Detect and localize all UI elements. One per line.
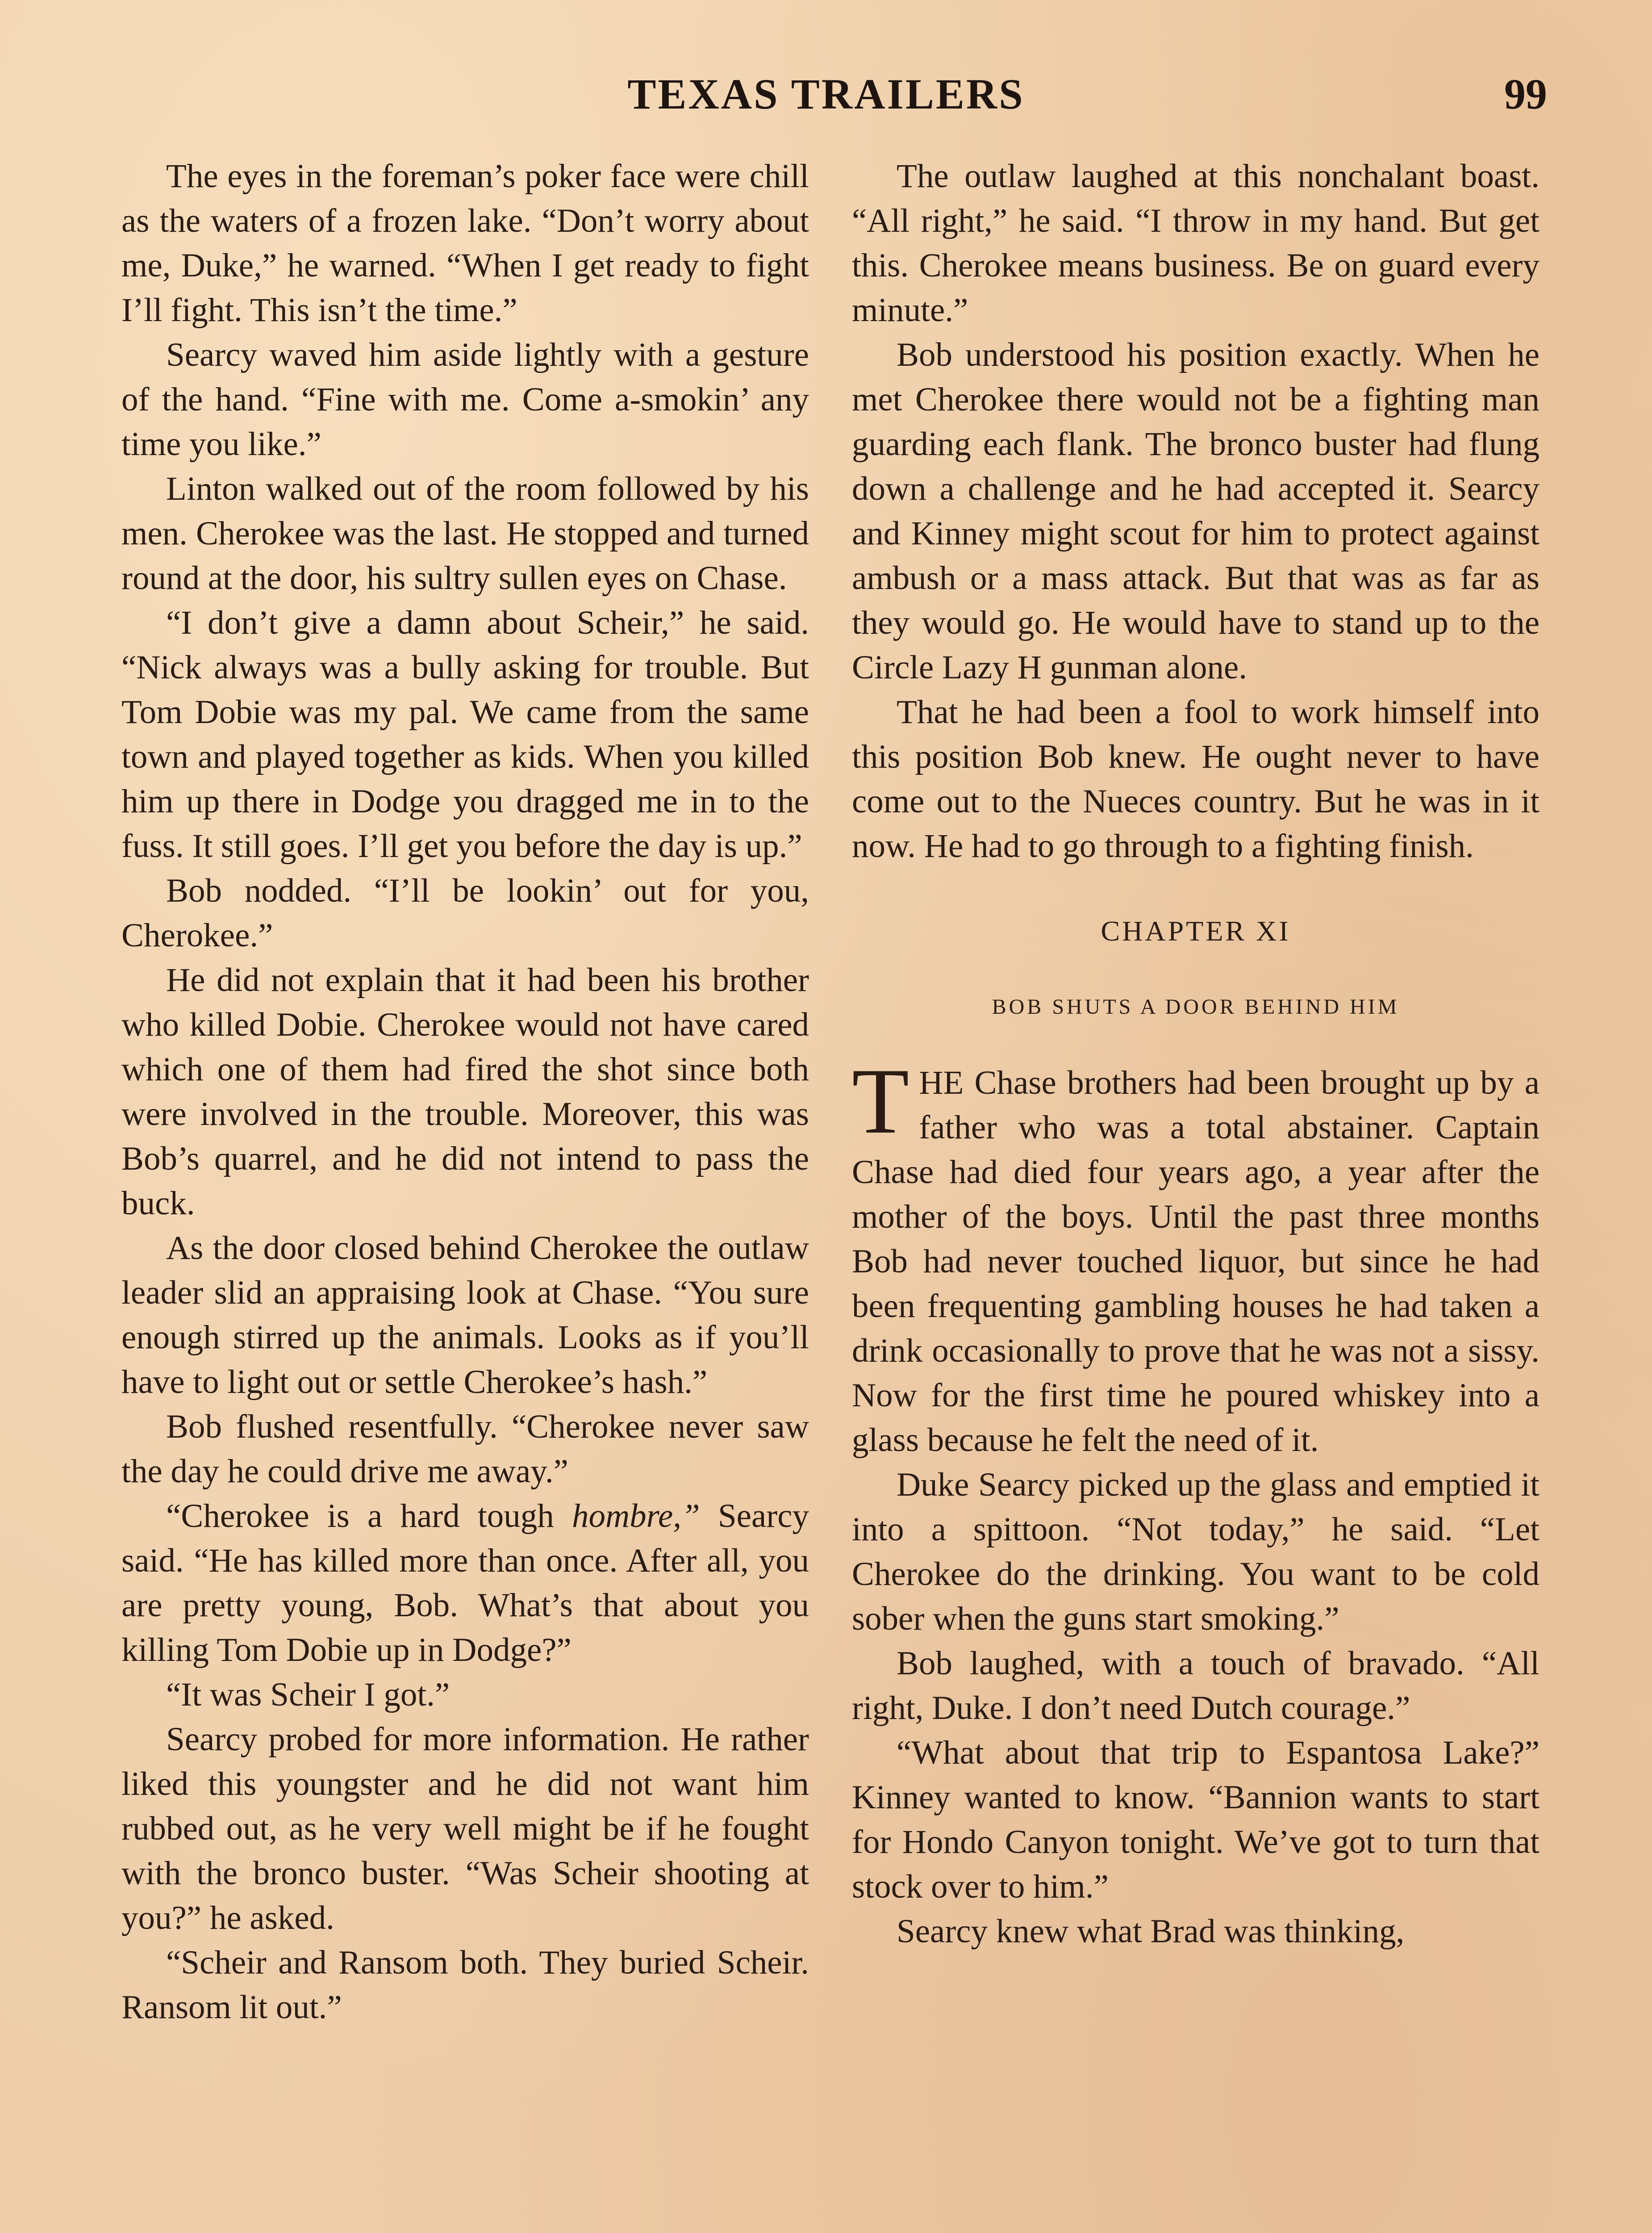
paragraph: The eyes in the foreman’s poker face were chill as the waters of a frozen lake. “Don’t worry about me, Duke,” he warned. “When I get ready to fight I’ll fight. This isn’t the time.” — [121, 158, 809, 329]
chapter-subtitle: BOB SHUTS A DOOR BEHIND HIM — [992, 995, 1400, 1019]
chapter-label: CHAPTER XI — [1101, 915, 1291, 947]
italic-word: hombre,” — [572, 1497, 700, 1535]
text-run: Searcy said. “He has killed more than once. After all, you are pretty young, Bob. What’s that about you killing Tom Dobie up in Dodge?” — [121, 1497, 809, 1668]
paragraph: Bob nodded. “I’ll be lookin’ out for you, Cherokee.” — [121, 872, 809, 954]
paragraph: Duke Searcy picked up the glass and emptied it into a spittoon. “Not today,” he said. “Let Cherokee do the drinking. You want to be cold sober when the guns start smoking.” — [852, 1466, 1539, 1637]
paragraph: Linton walked out of the room followed by his men. Cherokee was the last. He stopped and turned round at the door, his sultry sullen eyes on Chase. — [121, 470, 809, 597]
paragraph: The outlaw laughed at this nonchalant boast. “All right,” he said. “I throw in my hand. But get this. Cherokee means business. Be on guard every minute.” — [852, 158, 1539, 329]
page-number: 99 — [1504, 70, 1547, 118]
right-column — [852, 154, 1539, 1954]
paragraph-hombre — [121, 1494, 809, 1673]
paragraph: He did not explain that it had been his brother who killed Dobie. Cherokee would not have cared which one of them had fired the shot since both were involved in the trouble. Moreover, this was Bob’s quarrel, and he did not intend to pass the buck. — [121, 962, 809, 1222]
running-title: TEXAS TRAILERS — [627, 70, 1025, 118]
paragraph: As the door closed behind Cherokee the outlaw leader slid an appraising look at Chase. “You sure enough stirred up the animals. Looks as if you’ll have to light out or settle Cherokee’s hash.” — [121, 1229, 809, 1401]
paragraph: Searcy waved him aside lightly with a gesture of the hand. “Fine with me. Come a-smokin’ any time you like.” — [121, 336, 809, 463]
paragraph: “Scheir and Ransom both. They buried Scheir. Ransom lit out.” — [121, 1944, 809, 2026]
paragraph: “It was Scheir I got.” — [166, 1676, 450, 1713]
paragraph: “What about that trip to Espantosa Lake?” Kinney wanted to know. “Bannion wants to start for Hondo Canyon tonight. We’ve got to turn that stock over to him.” — [852, 1734, 1539, 1905]
paragraph: Bob laughed, with a touch of bravado. “All right, Duke. I don’t need Dutch courage.” — [852, 1645, 1539, 1727]
text-run: HE Chase brothers had been brought up by a father who was a total abstainer. Captain Chase had died four years ago, a year after the mother of the boys. Until the past three months Bob had never touched liquor, but since he had been frequenting gambling houses he had taken a drink occasionally to prove that he was not a sissy. Now for the first time he poured whiskey into a glass because he felt the need of it. — [852, 1064, 1539, 1459]
paragraph: Searcy probed for more information. He rather liked this youngster and he did not want him rubbed out, as he very well might be if he fought with the bronco buster. “Was Scheir shooting at you?” he asked. — [121, 1721, 809, 1936]
drop-cap: T — [852, 1050, 909, 1153]
paragraph: “I don’t give a damn about Scheir,” he said. “Nick always was a bully asking for trouble. But Tom Dobie was my pal. We came from the same town and played together as kids. When you killed him up there in Dodge you dragged me in to the fuss. It still goes. I’ll get you before the day is up.” — [121, 604, 809, 865]
paragraph: That he had been a fool to work himself into this position Bob knew. He ought never to have come out to the Nueces country. But he was in it now. He had to go through to a fighting finish. — [852, 694, 1539, 865]
text-run: “Cherokee is a hard tough — [166, 1497, 572, 1535]
left-column — [121, 154, 809, 2030]
paragraph: Searcy knew what Brad was thinking, — [897, 1913, 1405, 1950]
chapter-opening-paragraph — [852, 1050, 1539, 1463]
paragraph: Bob understood his position exactly. When he met Cherokee there would not be a fighting man guarding each flank. The bronco buster had flung down a challenge and he had accepted it. Searcy and Kinney might scout for him to protect against ambush or a mass attack. But that was as far as they would go. He would have to stand up to the Circle Lazy H gunman alone. — [852, 336, 1539, 686]
paragraph: Bob flushed resentfully. “Cherokee never saw the day he could drive me away.” — [121, 1408, 809, 1490]
